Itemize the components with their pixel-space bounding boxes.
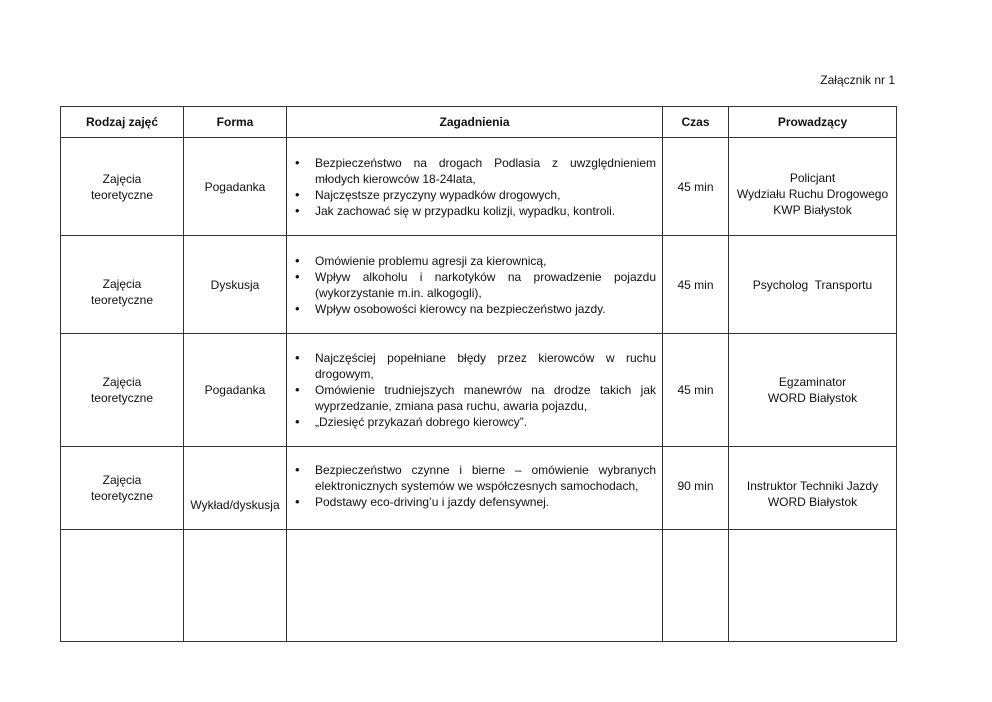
topic-item: • Bezpieczeństwo na drogach Podlasia z uwzględnieniem młodych kierowców 18-24lata, — [315, 155, 656, 187]
cell-czas: 90 min — [663, 447, 729, 530]
cell-topics — [287, 334, 663, 447]
rodzaj-line: Zajęcia — [102, 276, 142, 291]
topic-list — [287, 253, 662, 317]
prowadzacy-line: Policjant — [789, 171, 836, 185]
topic-item: • Jak zachować się w przypadku kolizji, wypadku, kontroli. — [315, 203, 656, 219]
cell-forma: Wykład/dyskusja — [184, 447, 287, 530]
cell-rodzaj — [61, 447, 184, 530]
empty-cell — [184, 530, 287, 642]
table-row — [61, 138, 897, 236]
cell-topics — [287, 138, 663, 236]
topic-list — [287, 462, 662, 510]
empty-cell — [287, 530, 663, 642]
schedule-table — [60, 106, 897, 642]
rodzaj-line: teoretyczne — [90, 187, 154, 202]
topic-item: • Bezpieczeństwo czynne i bierne – omówienie wybranych elektronicznych systemów we współczesnych samochodach, — [315, 462, 656, 494]
topic-item: • Najczęściej popełniane błędy przez kierowców w ruchu drogowym, — [315, 350, 656, 382]
cell-czas: 45 min — [663, 138, 729, 236]
header-prowadzacy: Prowadzący — [729, 107, 897, 138]
topic-item: • Wpływ osobowości kierowcy na bezpieczeństwo jazdy. — [315, 301, 656, 317]
cell-forma: Pogadanka — [184, 138, 287, 236]
rodzaj-line: Zajęcia — [102, 171, 142, 186]
table-row-empty — [61, 530, 897, 642]
cell-czas: 45 min — [663, 236, 729, 334]
prowadzacy-line: WORD Białystok — [767, 495, 858, 509]
prowadzacy-line: WORD Białystok — [767, 391, 858, 405]
rodzaj-line: teoretyczne — [90, 391, 154, 405]
topic-list — [287, 350, 662, 430]
topic-item: • Najczęstsze przyczyny wypadków drogowych, — [315, 187, 656, 203]
cell-prowadzacy — [729, 138, 897, 236]
header-rodzaj: Rodzaj zajęć — [61, 107, 184, 138]
cell-topics — [287, 447, 663, 530]
table-row — [61, 334, 897, 447]
cell-rodzaj — [61, 138, 184, 236]
cell-forma: Dyskusja — [184, 236, 287, 334]
topic-item: • Omówienie problemu agresji za kierownicą, — [315, 253, 656, 269]
empty-cell — [729, 530, 897, 642]
table-header-row — [61, 107, 897, 138]
cell-forma: Pogadanka — [184, 334, 287, 447]
table-row — [61, 447, 897, 530]
topic-list — [287, 155, 662, 219]
empty-cell — [61, 530, 184, 642]
rodzaj-line: Zajęcia — [102, 375, 142, 389]
header-forma: Forma — [184, 107, 287, 138]
topic-item: • Wpływ alkoholu i narkotyków na prowadzenie pojazdu (wykorzystanie m.in. alkogogli), — [315, 269, 656, 301]
topic-item: • Omówienie trudniejszych manewrów na drodze takich jak wyprzedzanie, zmiana pasa ruchu, awaria pojazdu, — [315, 382, 656, 414]
rodzaj-line: Zajęcia — [102, 473, 142, 487]
topic-item: • Podstawy eco-driving’u i jazdy defensywnej. — [315, 494, 656, 510]
header-czas: Czas — [663, 107, 729, 138]
topic-item: • „Dziesięć przykazań dobrego kierowcy”. — [315, 414, 656, 430]
rodzaj-line: teoretyczne — [90, 489, 154, 503]
prowadzacy-line: Psycholog Transportu — [752, 277, 873, 292]
prowadzacy-line: Egzaminator — [778, 375, 847, 389]
cell-prowadzacy — [729, 236, 897, 334]
annex-label: Załącznik nr 1 — [820, 73, 895, 87]
cell-topics — [287, 236, 663, 334]
cell-prowadzacy — [729, 334, 897, 447]
prowadzacy-line: Instruktor Techniki Jazdy — [746, 479, 879, 493]
cell-czas: 45 min — [663, 334, 729, 447]
rodzaj-line: teoretyczne — [90, 292, 154, 307]
table-row — [61, 236, 897, 334]
prowadzacy-line: Wydziału Ruchu Drogowego — [736, 187, 889, 201]
cell-rodzaj — [61, 334, 184, 447]
prowadzacy-line: KWP Białystok — [773, 203, 852, 217]
empty-cell — [663, 530, 729, 642]
header-zagadnienia: Zagadnienia — [287, 107, 663, 138]
cell-rodzaj — [61, 236, 184, 334]
cell-prowadzacy — [729, 447, 897, 530]
